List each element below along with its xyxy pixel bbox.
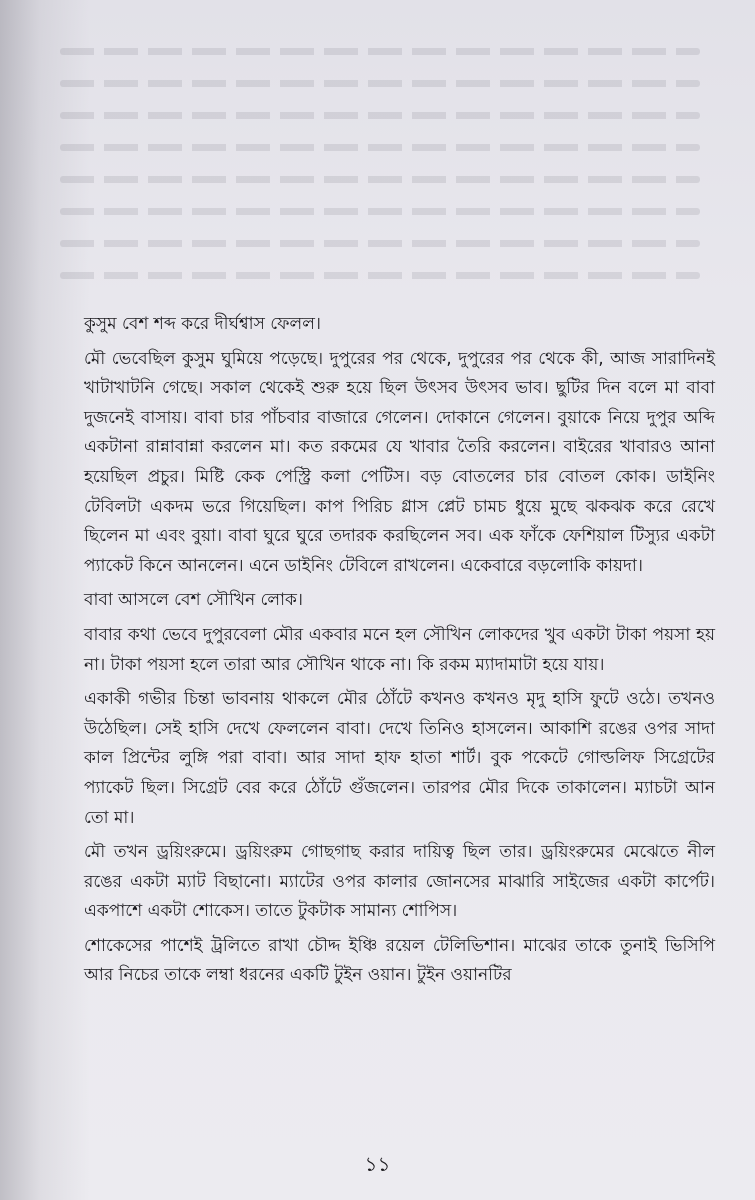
show-through-line (60, 112, 700, 119)
paragraph: কুসুম বেশ শব্দ করে দীর্ঘশ্বাস ফেলল। (84, 314, 321, 334)
paragraph: মৌ তখন ড্রয়িংরুমে। ড্রয়িংরুম গোছগাছ করার দায়িত্ব ছিল তার। ড্রয়িংরুমের মেঝেতে নীল রঙের একটা ম্যাট বিছানো। ম্যাটের ওপর কালার জোনসের মাঝারি সাইজের একটা কার্পেট। একপাশে একটা শোকেস। তাতে টুকটাক সামান্য শোপিস। (84, 842, 715, 922)
paragraph: বাবা আসলে বেশ সৌখিন লোক। (84, 590, 304, 611)
paragraph: মৌ ভেবেছিল কুসুম ঘুমিয়ে পড়েছে। দুপুরের পর থেকে, দুপুরের পর থেকে কী, আজ সারাদিনই খাটাখাটনি গেছে। সকাল থেকেই শুরু হয়ে ছিল উৎসব উৎসব ভাব। ছুটির দিন বলে মা বাবা দুজনেই বাসায়। বাবা চার পাঁচবার বাজারে গেলেন। দোকানে গেলেন। বুয়াকে নিয়ে দুপুর অব্দি একটানা রান্নাবান্না করলেন মা। কত রকমের যে খাবার তৈরি করলেন। বাইরের খাবারও আনা হয়েছিল প্রচুর। মিষ্টি কেক পেস্ট্রি কলা পেটিস। বড় বোতলের চার বোতল কোক। ডাইনিং টেবিলটা একদম ভরে গিয়েছিল। কাপ পিরিচ গ্লাস প্লেট চামচ ধুয়ে মুছে ঝকঝক করে রেখে ছিলেন মা এবং বুয়া। বাবা ঘুরে ঘুরে তদারক করছিলেন সব। এক ফাঁকে ফেশিয়াল টিস্যুর একটা প্যাকেট কিনে আনলেন। এনে ডাইনিং টেবিলে রাখলেন। একেবারে বড়লোকি কায়দা। (84, 348, 715, 576)
page-number: ১১ (364, 1152, 391, 1176)
paragraph: শোকেসের পাশেই ট্রলিতে রাখা চৌদ্দ ইঞ্চি রয়েল টেলিভিশান। মাঝের তাকে তুনাই ভিসিপি আর নিচের তাকে লম্বা ধরনের একটি টুইন ওয়ান। টুইন ওয়ানটির (84, 935, 715, 986)
paragraph: একাকী গভীর চিন্তা ভাবনায় থাকলে মৌর ঠোঁটে কখনও কখনও মৃদু হাসি ফুটে ওঠে। তখনও উঠেছিল। সেই হাসি দেখে ফেললেন বাবা। দেখে তিনিও হাসলেন। আকাশি রঙের ওপর সাদা কাল প্রিন্টের লুঙ্গি পরা বাবা। আর সাদা হাফ হাতা শার্ট। বুক পকেটে গোল্ডলিফ সিগ্রেটের প্যাকেট ছিল। সিগ্রেট বের করে ঠোঁটে গুঁজলেন। তারপর মৌর দিকে তাকালেন। ম্যাচটা আন তো মা। (84, 689, 715, 828)
paragraph: বাবার কথা ভেবে দুপুরবেলা মৌর একবার মনে হল সৌখিন লোকদের খুব একটা টাকা পয়সা হয় না। টাকা পয়সা হলে তারা আর সৌখিন থাকে না। কি রকম ম্যাদামাটা হয়ে যায়। (84, 624, 715, 675)
show-through-line (60, 240, 700, 247)
show-through-line (60, 176, 700, 183)
show-through-line (60, 272, 700, 279)
show-through-line (60, 144, 700, 151)
show-through-line (60, 80, 700, 87)
body-text (84, 310, 715, 996)
reverse-side-show-through (60, 48, 700, 304)
show-through-line (60, 208, 700, 215)
show-through-line (60, 48, 700, 55)
